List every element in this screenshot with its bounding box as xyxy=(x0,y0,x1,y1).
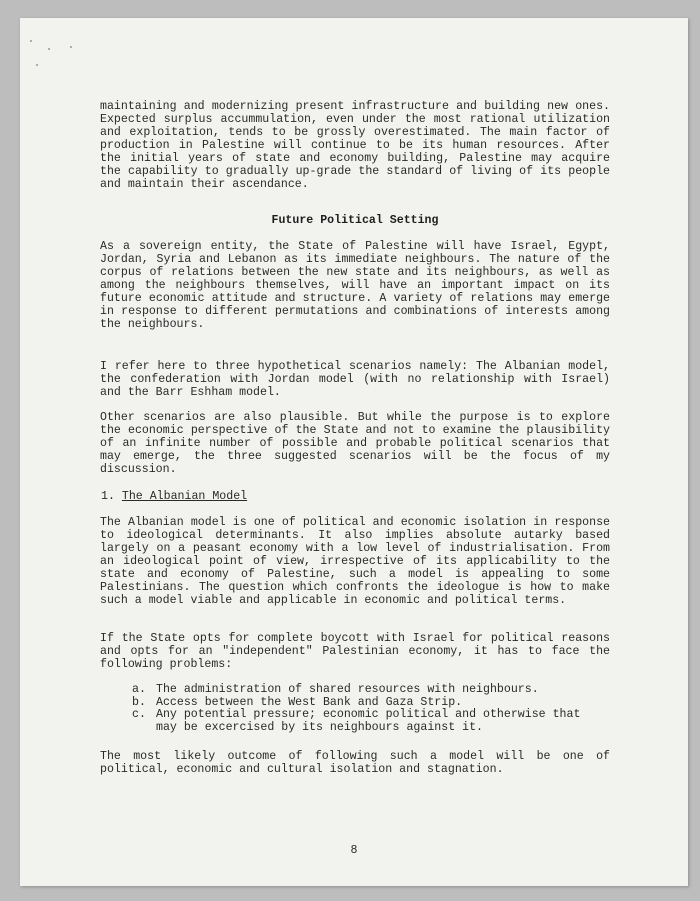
page-number: 8 xyxy=(350,844,358,857)
list-item xyxy=(132,709,602,734)
list-item-text: Any potential pressure; economic political and otherwise that may be excercised by its neighbours against it. xyxy=(156,708,581,734)
paragraph-boycott xyxy=(100,632,610,671)
paragraph-outcome xyxy=(100,750,610,776)
subsection-title-text: The Albanian Model xyxy=(121,490,248,503)
section-heading: Future Political Setting xyxy=(271,214,439,227)
list-item-label: c. xyxy=(132,708,146,721)
list-item-text: Access between the West Bank and Gaza Strip. xyxy=(156,695,463,709)
paragraph-text: I refer here to three hypothetical scenarios namely: The Albanian model, the confederation with Jordan model (with no relationship with Israel) and the Barr Eshham model. xyxy=(100,360,610,399)
paper-speck xyxy=(30,40,32,42)
paragraph-text: The Albanian model is one of political and economic isolation in response to ideological determinants. It also implies absolute autarky based largely on a peasant economy with a low level of industrialisation. From an ideological point of view, irrespective of its applicability to the state and economy of Palestine, such a model is appealing to some Palestinians. The question which confronts the ideologue is how to make such a model viable and applicable in economic and political terms. xyxy=(100,516,610,607)
problem-list xyxy=(132,684,602,734)
paper-speck xyxy=(48,48,50,50)
list-item-label: a. xyxy=(132,683,146,696)
paragraph-text: The most likely outcome of following such a model will be one of political, economic and cultural isolation and stagnation. xyxy=(100,750,610,776)
subsection-number: 1. xyxy=(101,490,115,503)
paragraph-intro xyxy=(100,100,610,191)
document-page xyxy=(20,18,688,886)
paragraph-albanian-model xyxy=(100,516,610,607)
paragraph-text: maintaining and modernizing present infrastructure and building new ones. Expected surplus accummulation, even under the most rational utilization and exploitation, tends to be grossly overestimated. The main factor of production in Palestine will continue to be its human resources. After the initial years of state and economy building, Palestine may acquire the capability to gradually up-grade the standard of living of its people and maintain their ascendance. xyxy=(100,100,610,191)
list-item-label: b. xyxy=(132,695,146,709)
paragraph-other-scenarios xyxy=(100,411,610,476)
paragraph-scenarios xyxy=(100,360,610,399)
paragraph-text: If the State opts for complete boycott with Israel for political reasons and opts for an "independent" Palestinian economy, it has to face the following problems: xyxy=(100,632,610,671)
paragraph-sovereign xyxy=(100,240,610,331)
subsection-title xyxy=(101,490,247,503)
list-item-text: The administration of shared resources with neighbours. xyxy=(156,683,539,696)
paper-speck xyxy=(36,64,38,66)
paper-speck xyxy=(70,46,72,48)
paragraph-text: Other scenarios are also plausible. But while the purpose is to explore the economic perspective of the State and not to examine the plausibility of an infinite number of possible and probable political scenarios that may emerge, the three suggested scenarios will be the focus of my discussion. xyxy=(100,411,610,476)
paragraph-text: As a sovereign entity, the State of Palestine will have Israel, Egypt, Jordan, Syria and Lebanon as its immediate neighbours. The nature of the corpus of relations between the new state and its neighbours, as well as among the neighbours themselves, will have an important impact on its future economic attitude and structure. A variety of relations may emerge in response to different permutations and combinations of interests among the neighbours. xyxy=(100,240,610,331)
list-item xyxy=(132,684,602,697)
